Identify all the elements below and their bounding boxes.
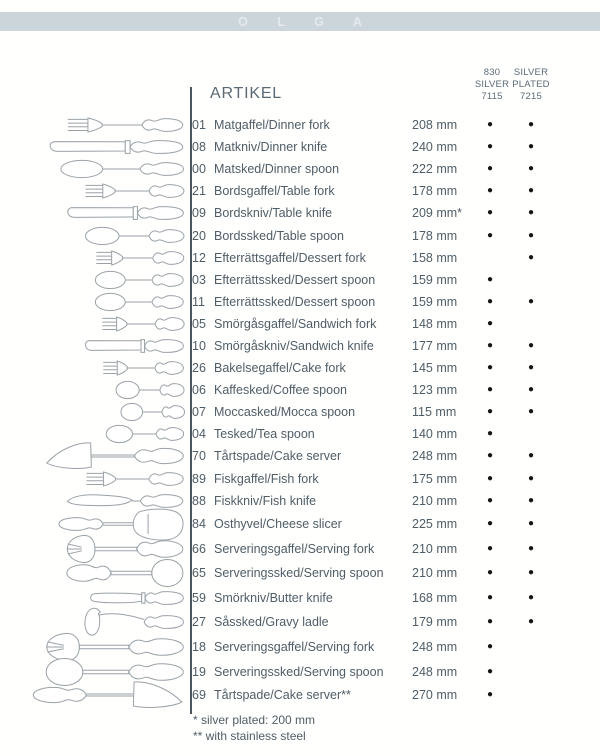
article-size: 210 mm [412, 493, 458, 508]
availability-dot-830-silver: ● [486, 141, 494, 153]
article-name: Såssked/Gravy ladle [214, 615, 329, 630]
article-code: 70 [192, 449, 206, 464]
availability-dot-830-silver: ● [486, 406, 494, 418]
table-row [0, 684, 600, 706]
article-code: 00 [192, 162, 206, 177]
availability-dot-silver-plated: ● [527, 494, 535, 506]
article-size: 159 mm [412, 294, 458, 309]
article-code: 09 [192, 206, 206, 221]
article-code: 19 [192, 664, 206, 679]
availability-dot-silver-plated: ● [527, 295, 535, 307]
article-code: 11 [192, 294, 205, 309]
footnotes [193, 713, 315, 744]
article-code: 84 [192, 516, 206, 531]
article-name: Efterrättsgaffel/Dessert fork [214, 250, 366, 265]
availability-dot-silver-plated: ● [527, 450, 535, 462]
column-header-line: 830 [483, 67, 501, 78]
article-name: Tesked/Tea spoon [214, 427, 315, 442]
availability-dot-830-silver: ● [486, 384, 494, 396]
availability-dot-silver-plated: ● [527, 339, 535, 351]
availability-dot-830-silver: ● [486, 472, 494, 484]
availability-dot-silver-plated: ● [527, 207, 535, 219]
article-name: Smörkniv/Butter knife [214, 590, 333, 605]
article-name: Kaffesked/Coffee spoon [214, 383, 347, 398]
article-size: 145 mm [412, 361, 458, 376]
article-code: 26 [192, 361, 206, 376]
availability-dot-silver-plated: ● [527, 542, 535, 554]
article-name: Bordssked/Table spoon [214, 228, 344, 243]
availability-dot-830-silver: ● [486, 591, 494, 603]
availability-dot-830-silver: ● [486, 494, 494, 506]
availability-dot-silver-plated: ● [527, 163, 535, 175]
article-size: 159 mm [412, 272, 458, 287]
availability-dot-silver-plated: ● [527, 567, 535, 579]
article-name: Bordsgaffel/Table fork [214, 184, 335, 199]
availability-dot-830-silver: ● [486, 688, 494, 700]
availability-dot-830-silver: ● [486, 616, 494, 628]
brand-bar [0, 12, 600, 31]
availability-dot-830-silver: ● [486, 295, 494, 307]
availability-dot-silver-plated: ● [527, 616, 535, 628]
footnote-silver-plated: * silver plated: 200 mm [193, 713, 316, 727]
availability-dot-silver-plated: ● [527, 362, 535, 374]
article-code: 69 [192, 687, 206, 702]
article-code: 06 [192, 383, 206, 398]
article-size: 248 mm [412, 639, 458, 654]
article-code: 59 [192, 590, 206, 605]
article-size: 115 mm [412, 405, 457, 420]
article-name: Tårtspade/Cake server** [214, 687, 351, 702]
article-name: Bordskniv/Table knife [214, 206, 333, 221]
article-size: 222 mm [412, 162, 458, 177]
availability-dot-830-silver: ● [486, 317, 494, 329]
article-name: Serveringssked/Serving spoon [214, 664, 384, 679]
article-code: 89 [192, 471, 206, 486]
article-name: Serveringsgaffel/Serving fork [214, 639, 375, 654]
availability-dot-830-silver: ● [486, 362, 494, 374]
article-code: 66 [192, 541, 206, 556]
article-name: Serveringssked/Serving spoon [214, 566, 384, 581]
article-size: 148 mm [412, 316, 458, 331]
article-size: 210 mm [412, 541, 458, 556]
article-code: 18 [192, 639, 206, 654]
article-code: 27 [192, 615, 206, 630]
availability-dot-silver-plated: ● [527, 141, 535, 153]
article-name: Matkniv/Dinner knife [214, 140, 328, 155]
article-size: 248 mm [412, 449, 458, 464]
article-name: Matsked/Dinner spoon [214, 162, 340, 177]
article-size: 140 mm [412, 427, 458, 442]
footnote-stainless-steel: ** with stainless steel [193, 728, 306, 743]
article-code: 05 [192, 316, 206, 331]
column-header-line: 7215 [520, 90, 542, 102]
article-name: Fiskgaffel/Fish fork [214, 471, 319, 486]
cutlery-illustration [0, 677, 188, 713]
article-name: Smörgåskniv/Sandwich knife [214, 338, 374, 353]
availability-dot-silver-plated: ● [527, 229, 535, 241]
article-name: Moccasked/Mocca spoon [214, 405, 356, 420]
article-size: 270 mm [412, 687, 458, 702]
article-size: 208 mm [412, 118, 458, 133]
availability-dot-830-silver: ● [486, 207, 494, 219]
availability-dot-silver-plated: ● [527, 591, 535, 603]
availability-dot-silver-plated: ● [527, 119, 535, 131]
article-size: 158 mm [412, 250, 458, 265]
brand-title: O L G A [238, 14, 375, 29]
article-name: Smörgåsgaffel/Sandwich fork [214, 316, 377, 331]
article-size: 175 mm [412, 471, 458, 486]
article-name: Fiskkniv/Fish knife [214, 493, 317, 508]
article-code: 04 [192, 427, 206, 442]
availability-dot-830-silver: ● [486, 119, 494, 131]
availability-dot-830-silver: ● [486, 163, 494, 175]
availability-dot-830-silver: ● [486, 185, 494, 197]
article-size: 248 mm [412, 664, 458, 679]
availability-dot-830-silver: ● [486, 428, 494, 440]
article-code: 20 [192, 228, 206, 243]
availability-dot-830-silver: ● [486, 640, 494, 652]
article-code: 21 [192, 184, 206, 199]
article-name: Bakelsegaffel/Cake fork [214, 361, 346, 376]
article-name: Efterrättssked/Dessert spoon [214, 272, 376, 287]
article-code: 08 [192, 140, 206, 155]
column-header-silver-plated-7215 [507, 67, 555, 102]
availability-dot-830-silver: ● [486, 542, 494, 554]
availability-dot-830-silver: ● [486, 517, 494, 529]
cake-server-icon [31, 677, 185, 713]
availability-dot-silver-plated: ● [527, 406, 535, 418]
column-header-line: 7115 [481, 90, 503, 102]
article-size: 210 mm [412, 566, 458, 581]
availability-dot-silver-plated: ● [527, 472, 535, 484]
article-code: 01 [192, 118, 206, 133]
article-size: 177 mm [412, 338, 458, 353]
column-header-line: PLATED [512, 78, 550, 90]
column-header-line: SILVER [474, 78, 510, 90]
availability-dot-830-silver: ● [486, 339, 494, 351]
article-size: 240 mm [412, 140, 458, 155]
article-name: Serveringsgaffel/Serving fork [214, 541, 375, 556]
availability-dot-830-silver: ● [486, 229, 494, 241]
article-table [0, 114, 600, 706]
article-code: 12 [192, 250, 206, 265]
article-name: Osthyvel/Cheese slicer [214, 516, 342, 531]
article-size: 123 mm [412, 383, 458, 398]
article-size: 225 mm [412, 516, 458, 531]
article-size: 178 mm [412, 184, 458, 199]
article-code: 88 [192, 493, 206, 508]
article-code: 10 [192, 338, 206, 353]
article-size: 209 mm* [412, 206, 463, 221]
availability-dot-830-silver: ● [486, 567, 494, 579]
availability-dot-830-silver: ● [486, 273, 494, 285]
article-code: 07 [192, 405, 206, 420]
column-header-line: SILVER [513, 67, 549, 78]
availability-dot-830-silver: ● [486, 665, 494, 677]
article-code: 65 [192, 566, 206, 581]
article-code: 03 [192, 272, 206, 287]
article-name: Matgaffel/Dinner fork [214, 118, 330, 133]
artikel-column-header: ARTIKEL [210, 85, 282, 102]
article-size: 179 mm [412, 615, 458, 630]
availability-dot-silver-plated: ● [527, 185, 535, 197]
availability-dot-silver-plated: ● [527, 384, 535, 396]
availability-dot-silver-plated: ● [527, 517, 535, 529]
article-size: 178 mm [412, 228, 458, 243]
availability-dot-silver-plated: ● [527, 251, 535, 263]
article-size: 168 mm [412, 590, 458, 605]
article-name: Tårtspade/Cake server [214, 449, 342, 464]
article-name: Efterrättssked/Dessert spoon [214, 294, 376, 309]
availability-dot-830-silver: ● [486, 450, 494, 462]
